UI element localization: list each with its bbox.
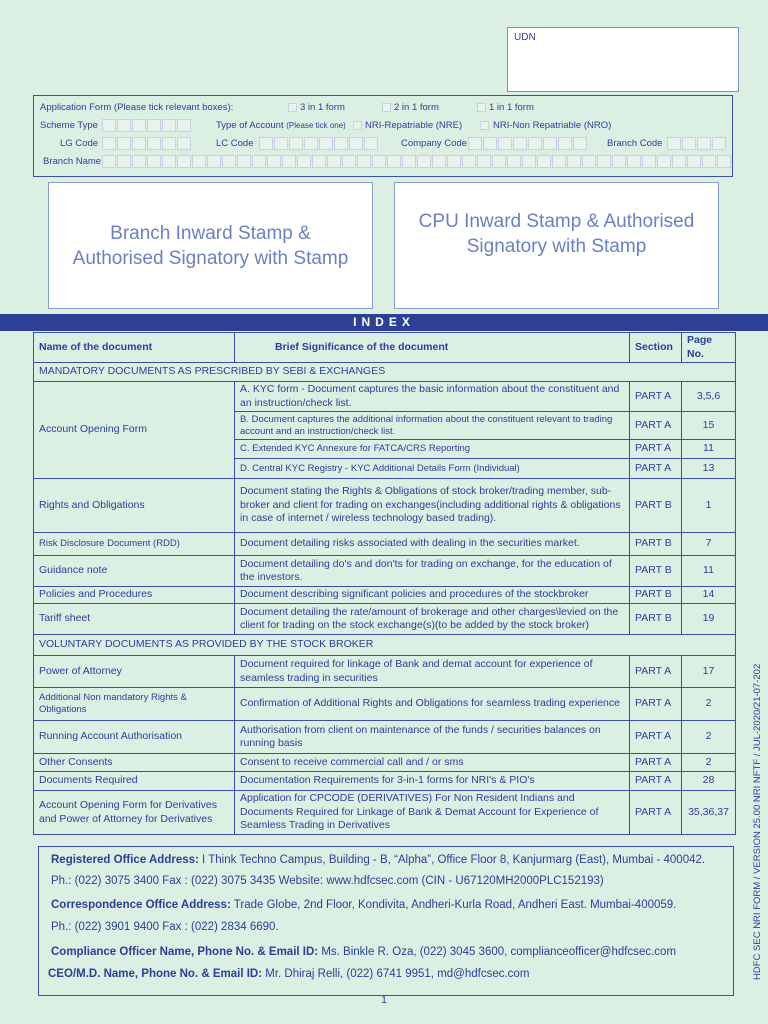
branch-stamp-text: Branch Inward Stamp & Authorised Signatory with Stamp bbox=[72, 222, 349, 269]
doc-page: 2 bbox=[682, 688, 736, 721]
doc-desc: Authorisation from client on maintenance of the funds / securities balances on running basis bbox=[235, 721, 630, 754]
table-row bbox=[34, 688, 736, 721]
doc-page: 11 bbox=[682, 440, 736, 459]
doc-section: PART B bbox=[630, 479, 682, 533]
doc-desc: Document detailing risks associated with dealing in the securities market. bbox=[235, 533, 630, 556]
voluntary-heading-row bbox=[34, 635, 736, 656]
table-row bbox=[34, 604, 736, 635]
doc-desc: Documentation Requirements for 3-in-1 forms for NRI's & PIO's bbox=[235, 772, 630, 791]
mandatory-heading: MANDATORY DOCUMENTS AS PRESCRIBED BY SEBI & EXCHANGES bbox=[34, 363, 736, 382]
doc-page: 14 bbox=[682, 587, 736, 604]
doc-desc: D. Central KYC Registry - KYC Additional Details Form (Individual) bbox=[235, 459, 630, 479]
doc-name: Documents Required bbox=[34, 772, 235, 791]
doc-section: PART A bbox=[630, 459, 682, 479]
company-code-label: Company Code bbox=[401, 138, 468, 149]
header-page: Page No. bbox=[682, 333, 736, 363]
doc-name: Account Opening Form bbox=[34, 382, 235, 479]
doc-page: 35,36,37 bbox=[682, 791, 736, 835]
branch-code-cells[interactable] bbox=[667, 137, 727, 150]
cpu-stamp-box bbox=[394, 182, 719, 309]
doc-page: 15 bbox=[682, 412, 736, 440]
branch-name-cells[interactable] bbox=[102, 155, 732, 168]
doc-section: PART B bbox=[630, 533, 682, 556]
doc-name: Other Consents bbox=[34, 754, 235, 772]
table-row bbox=[34, 656, 736, 688]
form-version-text: HDFC SEC NRI FORM / VERSION 25.00 NRI NFTF / JUL-2020/21-07-202 bbox=[752, 663, 763, 980]
compliance-officer: Compliance Officer Name, Phone No. & Email ID: Ms. Binkle R. Oza, (022) 3045 3600, complianceofficer@hdfcsec.com bbox=[51, 946, 677, 958]
doc-section: PART B bbox=[630, 604, 682, 635]
doc-page: 17 bbox=[682, 656, 736, 688]
udn-label: UDN bbox=[514, 32, 536, 43]
doc-page: 2 bbox=[682, 754, 736, 772]
udn-box[interactable] bbox=[507, 27, 739, 92]
table-row bbox=[34, 479, 736, 533]
doc-section: PART A bbox=[630, 772, 682, 791]
cpu-stamp-text: CPU Inward Stamp & Authorised Signatory with Stamp bbox=[418, 211, 695, 257]
doc-name: Additional Non mandatory Rights & Obligations bbox=[34, 688, 235, 721]
doc-desc: Document detailing the rate/amount of brokerage and other charges\levied on the client for trading on the stock exchange(s)(to be added by the stock broker) bbox=[235, 604, 630, 635]
doc-desc: Document required for linkage of Bank and demat account for experience of seamless trading in securities bbox=[235, 656, 630, 688]
lg-code-label: LG Code bbox=[60, 138, 99, 149]
doc-page: 2 bbox=[682, 721, 736, 754]
table-row bbox=[34, 721, 736, 754]
doc-desc: A. KYC form - Document captures the basic information about the constituent and an instruction/check list. bbox=[235, 382, 630, 412]
correspondence-office: Correspondence Office Address: Trade Globe, 2nd Floor, Kondivita, Andheri-Kurla Road, Andheri East. Mumbai-400059. bbox=[51, 899, 677, 911]
table-row bbox=[34, 382, 736, 412]
table-row bbox=[34, 587, 736, 604]
index-table bbox=[33, 332, 736, 835]
doc-desc: Document detailing do's and don'ts for trading on exchange, for the education of the investors. bbox=[235, 556, 630, 587]
doc-desc: Confirmation of Additional Rights and Obligations for seamless trading experience bbox=[235, 688, 630, 721]
doc-section: PART A bbox=[630, 754, 682, 772]
correspondence-phone: Ph.: (022) 3901 9400 Fax : (022) 2834 6690. bbox=[51, 921, 279, 933]
lc-code-label: LC Code bbox=[216, 138, 254, 149]
mandatory-heading-row bbox=[34, 363, 736, 382]
checkbox-nro[interactable] bbox=[480, 121, 489, 130]
table-row bbox=[34, 791, 736, 835]
scheme-type-label: Scheme Type bbox=[40, 120, 98, 131]
doc-name: Risk Disclosure Document (RDD) bbox=[34, 533, 235, 556]
lg-code-cells[interactable] bbox=[102, 137, 192, 150]
table-row bbox=[34, 754, 736, 772]
doc-page: 11 bbox=[682, 556, 736, 587]
option-1in1: 1 in 1 form bbox=[489, 102, 534, 113]
doc-page: 13 bbox=[682, 459, 736, 479]
doc-section: PART A bbox=[630, 656, 682, 688]
doc-desc: C. Extended KYC Annexure for FATCA/CRS Reporting bbox=[235, 440, 630, 459]
doc-section: PART B bbox=[630, 587, 682, 604]
option-3in1: 3 in 1 form bbox=[300, 102, 345, 113]
registered-office: Registered Office Address: I Think Techno Campus, Building - B, “Alpha”, Office Floor 8, Kanjurmarg (East), Mumbai - 400042. bbox=[51, 854, 706, 866]
doc-section: PART B bbox=[630, 556, 682, 587]
index-title: INDEX bbox=[0, 314, 768, 331]
doc-page: 28 bbox=[682, 772, 736, 791]
doc-section: PART A bbox=[630, 688, 682, 721]
doc-page: 3,5,6 bbox=[682, 382, 736, 412]
voluntary-heading: VOLUNTARY DOCUMENTS AS PROVIDED BY THE STOCK BROKER bbox=[34, 635, 736, 656]
doc-section: PART A bbox=[630, 382, 682, 412]
table-header-row bbox=[34, 333, 736, 363]
company-code-cells[interactable] bbox=[468, 137, 588, 150]
doc-desc: Application for CPCODE (DERIVATIVES) For Non Resident Indians and Documents Required for Linkage of Bank & Demat Account for Experience of Seamless Trading in Derivatives bbox=[235, 791, 630, 835]
form-type-label: Application Form (Please tick relevant boxes): bbox=[40, 102, 234, 113]
scheme-type-cells[interactable] bbox=[102, 119, 192, 132]
doc-section: PART A bbox=[630, 412, 682, 440]
branch-name-label: Branch Name bbox=[43, 156, 102, 167]
doc-section: PART A bbox=[630, 791, 682, 835]
option-2in1: 2 in 1 form bbox=[394, 102, 439, 113]
registered-phone: Ph.: (022) 3075 3400 Fax : (022) 3075 3435 Website: www.hdfcsec.com (CIN - U67120MH2000PLC152193) bbox=[51, 875, 604, 887]
doc-name: Account Opening Form for Derivatives and Power of Attorney for Derivatives bbox=[34, 791, 235, 835]
checkbox-2in1[interactable] bbox=[382, 103, 391, 112]
checkbox-1in1[interactable] bbox=[477, 103, 486, 112]
header-name: Name of the document bbox=[34, 333, 235, 363]
doc-desc: Document describing significant policies and procedures of the stockbroker bbox=[235, 587, 630, 604]
branch-code-label: Branch Code bbox=[607, 138, 663, 149]
doc-page: 7 bbox=[682, 533, 736, 556]
doc-section: PART A bbox=[630, 440, 682, 459]
table-row bbox=[34, 772, 736, 791]
lc-code-cells[interactable] bbox=[259, 137, 379, 150]
ceo-md: CEO/M.D. Name, Phone No. & Email ID: Mr. Dhiraj Relli, (022) 6741 9951, md@hdfcsec.com bbox=[48, 968, 530, 980]
doc-name: Rights and Obligations bbox=[34, 479, 235, 533]
branch-stamp-box bbox=[48, 182, 373, 309]
doc-desc: Document stating the Rights & Obligations of stock broker/trading member, sub-broker and client for trading on exchanges(including additional rights & obligations in case of internet / wireless technology based trading). bbox=[235, 479, 630, 533]
address-box bbox=[38, 846, 734, 996]
checkbox-nre[interactable] bbox=[353, 121, 362, 130]
doc-name: Running Account Authorisation bbox=[34, 721, 235, 754]
header-significance: Brief Significance of the document bbox=[235, 333, 630, 363]
doc-section: PART A bbox=[630, 721, 682, 754]
doc-desc: B. Document captures the additional information about the constituent relevant to trading account and an instruction/check list. bbox=[235, 412, 630, 440]
doc-desc: Consent to receive commercial call and / or sms bbox=[235, 754, 630, 772]
application-form-box bbox=[33, 95, 733, 177]
nro-label: NRI-Non Repatriable (NRO) bbox=[493, 120, 612, 131]
header-section: Section bbox=[630, 333, 682, 363]
doc-name: Guidance note bbox=[34, 556, 235, 587]
doc-name: Power of Attorney bbox=[34, 656, 235, 688]
account-type-label: Type of Account (Please tick one) bbox=[216, 120, 346, 131]
nre-label: NRI-Repatriable (NRE) bbox=[365, 120, 463, 131]
checkbox-3in1[interactable] bbox=[288, 103, 297, 112]
doc-page: 19 bbox=[682, 604, 736, 635]
doc-name: Policies and Procedures bbox=[34, 587, 235, 604]
table-row bbox=[34, 556, 736, 587]
page-number: 1 bbox=[381, 995, 387, 1006]
doc-page: 1 bbox=[682, 479, 736, 533]
doc-name: Tariff sheet bbox=[34, 604, 235, 635]
table-row bbox=[34, 533, 736, 556]
